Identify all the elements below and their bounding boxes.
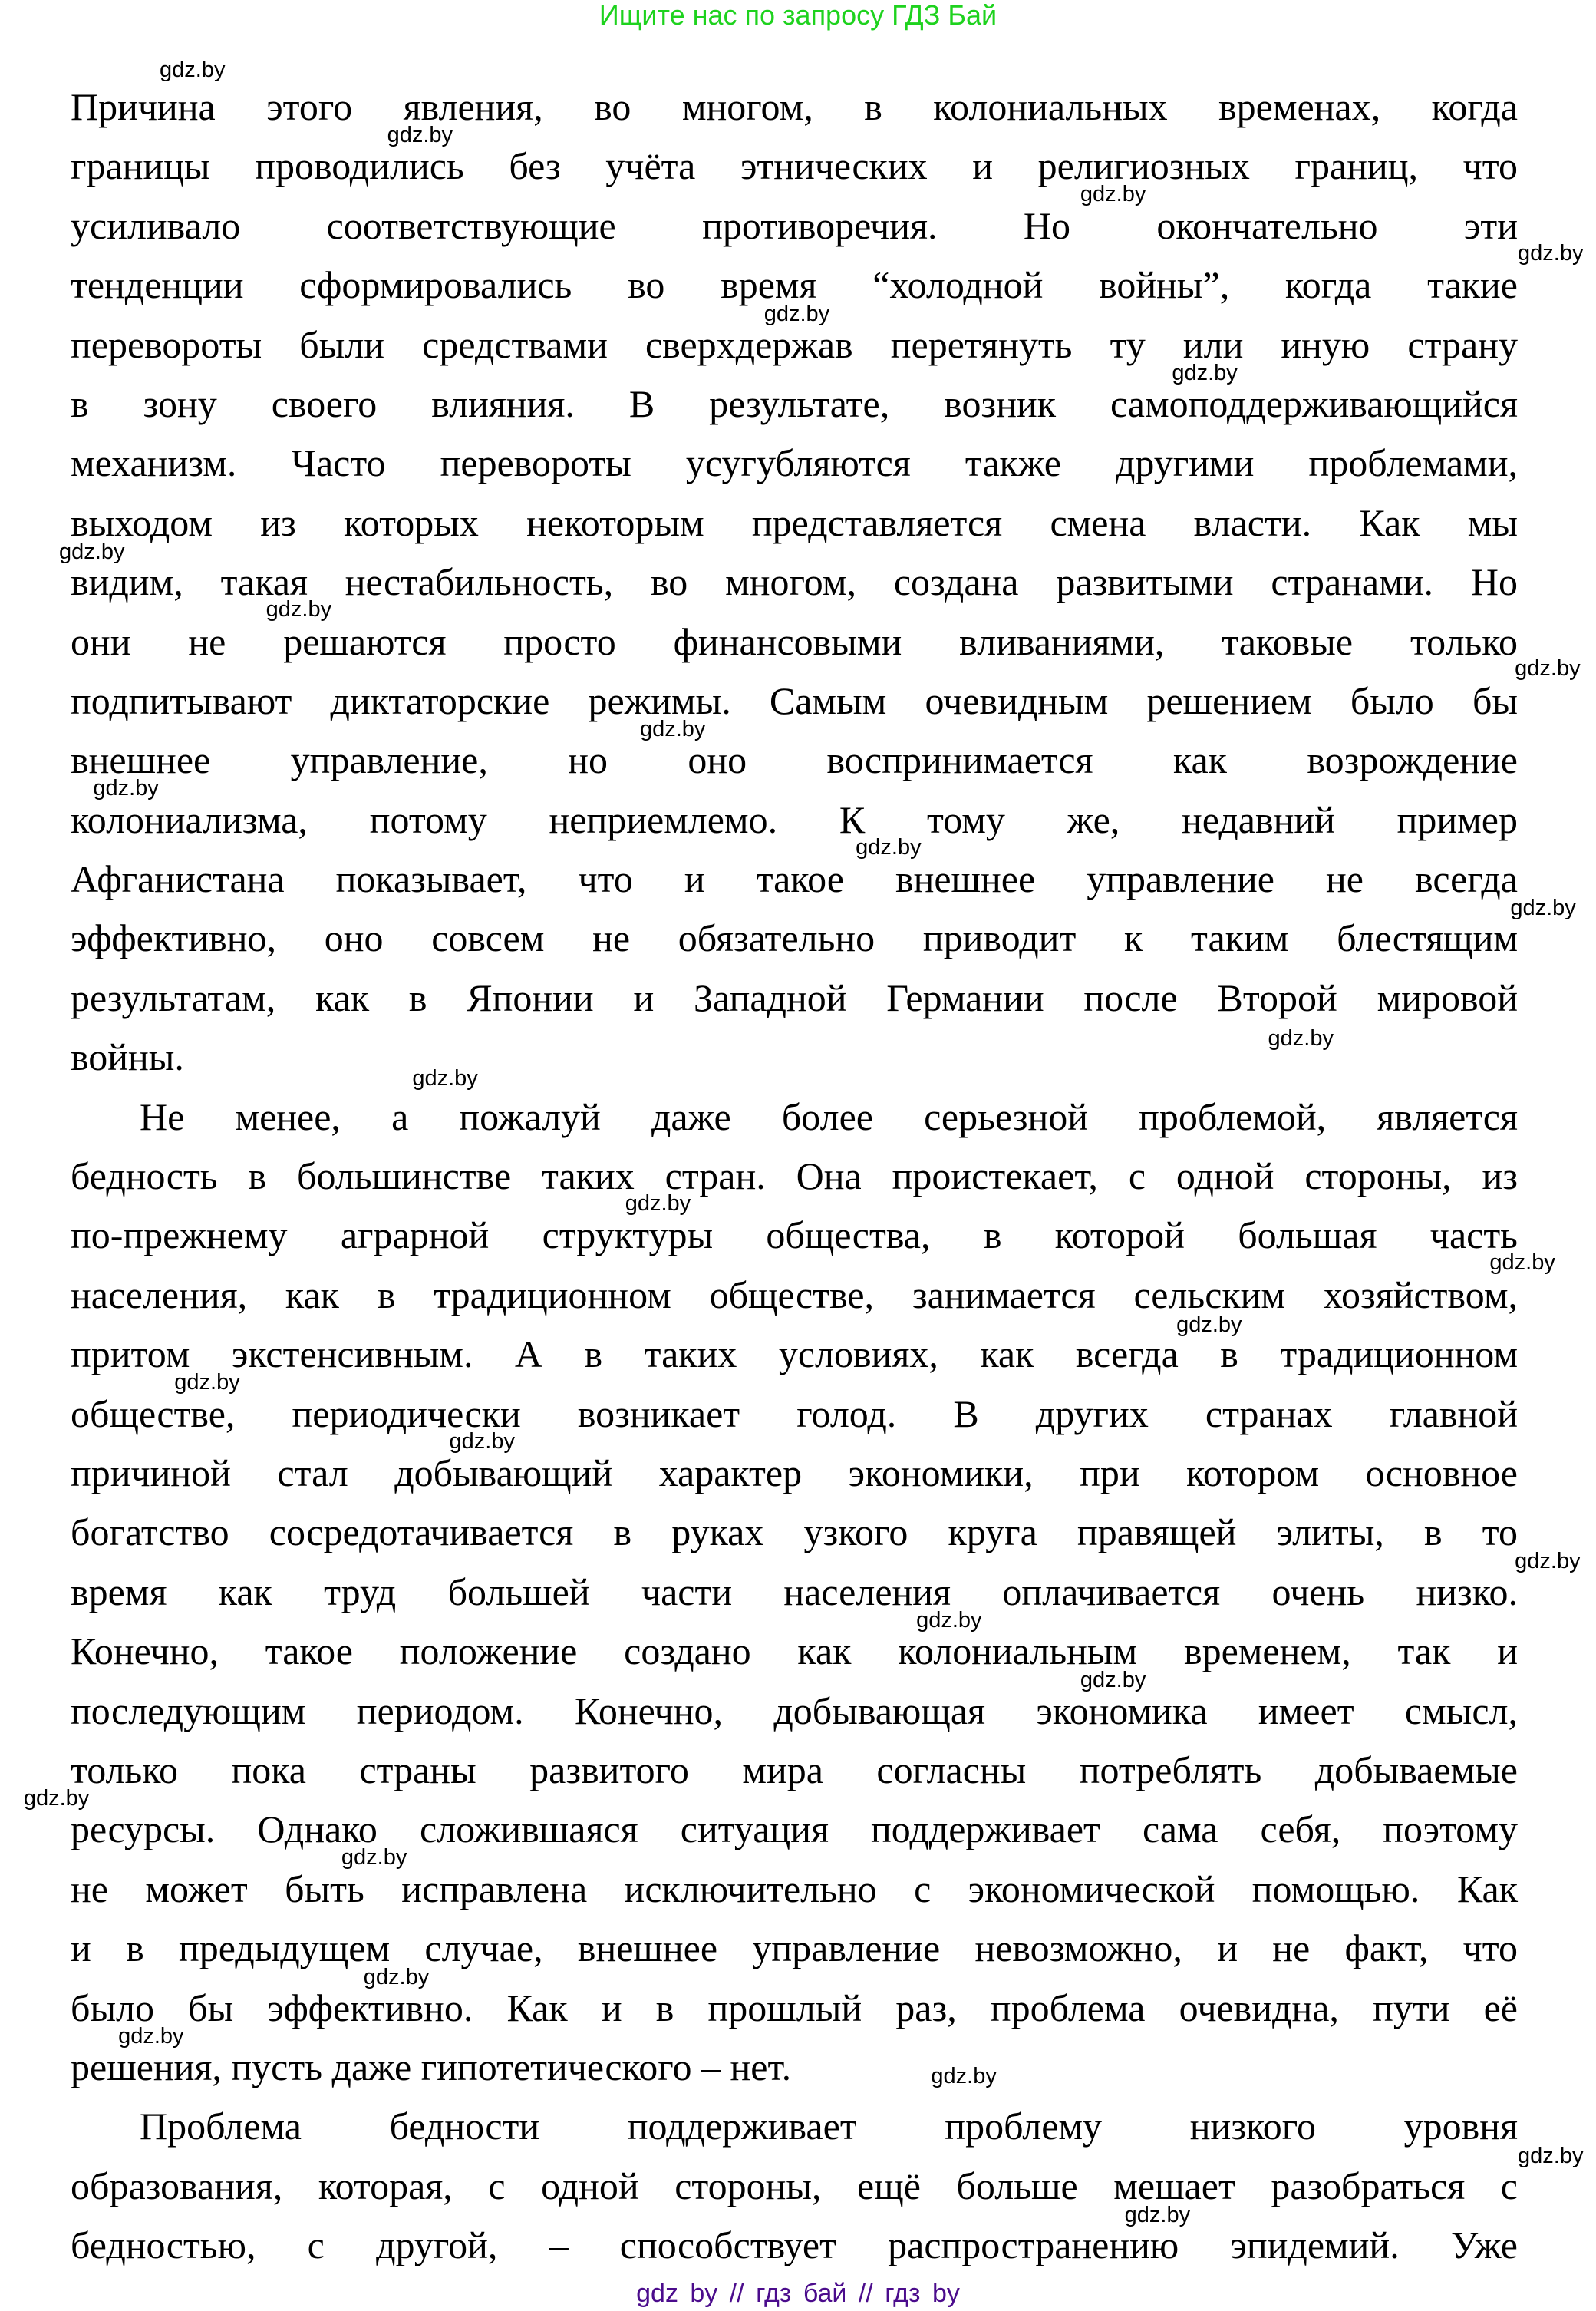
text-line: механизм. Часто перевороты усугубляются также другими проблемами, — [71, 441, 1518, 485]
text-line: перевороты были средствами сверхдержав перетянуть ту или иную страну — [71, 322, 1518, 366]
text-line: колониализма, потому неприемлемо. К тому же, недавний пример — [71, 797, 1518, 841]
text-line: Афганистана показывает, что и такое внешнее управление не всегда — [71, 857, 1518, 901]
watermark-text: gdz.by — [160, 58, 226, 83]
watermark-text: gdz.by — [1518, 2143, 1584, 2168]
watermark-text: gdz.by — [1518, 240, 1584, 266]
text-line: результатам, как в Японии и Западной Германии после Второй мировой — [71, 976, 1518, 1019]
watermark-text: gdz.by — [856, 835, 922, 860]
watermark-text: gdz.by — [1515, 656, 1581, 682]
text-line: решения, пусть даже гипотетического – нет. — [71, 2045, 792, 2088]
watermark-text: gdz.by — [93, 776, 159, 801]
text-line: образования, которая, с одной стороны, ещё больше мешает разобраться с — [71, 2164, 1518, 2207]
watermark-text: gdz.by — [387, 122, 453, 147]
text-line: было бы эффективно. Как и в прошлый раз, проблема очевидна, пути её — [71, 1986, 1518, 2029]
watermark-text: gdz.by — [1489, 1250, 1555, 1276]
watermark-text: gdz.by — [23, 1785, 90, 1811]
text-line: бедностью, с другой, – способствует распространению эпидемий. Уже — [71, 2224, 1518, 2267]
watermark-text: gdz.by — [1268, 1025, 1334, 1051]
watermark-text: gdz.by — [763, 301, 830, 326]
text-line: в зону своего влияния. В результате, возник самоподдерживающийся — [71, 381, 1518, 425]
footer-watermark: gdz by // гдз бай // гдз by — [636, 2279, 960, 2308]
watermark-text: gdz.by — [1124, 2202, 1191, 2227]
text-line: Причина этого явления, во многом, в колониальных временах, когда — [71, 85, 1518, 128]
text-line: и в предыдущем случае, внешнее управление невозможно, и не факт, что — [71, 1926, 1518, 1970]
text-line: видим, такая нестабильность, во многом, создана развитыми странами. Но — [71, 560, 1518, 604]
text-line: подпитывают диктаторские режимы. Самым очевидным решением было бы — [71, 678, 1518, 722]
watermark-text: gdz.by — [174, 1370, 240, 1395]
text-line: они не решаются просто финансовыми вливаниями, таковые только — [71, 619, 1518, 663]
watermark-text: gdz.by — [118, 2023, 184, 2049]
text-line: населения, как в традиционном обществе, занимается сельским хозяйством, — [71, 1273, 1518, 1316]
text-line: обществе, периодически возникает голод. В других странах главной — [71, 1392, 1518, 1435]
text-line: войны. — [71, 1035, 184, 1079]
watermark-text: gdz.by — [639, 717, 706, 742]
text-line: внешнее управление, но оно воспринимается как возрождение — [71, 738, 1518, 782]
text-line: причиной стал добывающий характер экономики, при котором основное — [71, 1451, 1518, 1494]
watermark-text: gdz.by — [916, 1608, 982, 1633]
watermark-text: gdz.by — [59, 539, 125, 564]
watermark-text: gdz.by — [1176, 1312, 1242, 1338]
watermark-text: gdz.by — [412, 1065, 478, 1091]
text-line: Не менее, а пожалуй даже более серьезной проблемой, является — [140, 1094, 1518, 1138]
text-line: границы проводились без учёта этнических и религиозных границ, что — [71, 144, 1518, 188]
watermark-text: gdz.by — [1080, 181, 1146, 206]
watermark-text: gdz.by — [1515, 1549, 1581, 1574]
watermark-text: gdz.by — [265, 597, 332, 622]
watermark-text: gdz.by — [449, 1429, 515, 1454]
watermark-text: gdz.by — [931, 2063, 997, 2088]
text-line: выходом из которых некоторым представляется смена власти. Как мы — [71, 500, 1518, 544]
text-line: время как труд большей части населения оплачивается очень низко. — [71, 1570, 1518, 1613]
text-line: Проблема бедности поддерживает проблему низкого уровня — [140, 2105, 1518, 2148]
text-line: ресурсы. Однако сложившаяся ситуация поддерживает сама себя, поэтому — [71, 1808, 1518, 1851]
text-line: притом экстенсивным. А в таких условиях, как всегда в традиционном — [71, 1332, 1518, 1376]
text-line: только пока страны развитого мира согласны потреблять добываемые — [71, 1748, 1518, 1791]
text-line: последующим периодом. Конечно, добывающая экономика имеет смысл, — [71, 1689, 1518, 1732]
text-line: тенденции сформировались во время “холодной войны”, когда такие — [71, 263, 1518, 307]
watermark-text: gdz.by — [1080, 1667, 1146, 1692]
text-line: по-прежнему аграрной структуры общества, в которой большая часть — [71, 1213, 1518, 1257]
text-line: богатство сосредотачивается в руках узкого круга правящей элиты, в то — [71, 1510, 1518, 1554]
text-line: не может быть исправлена исключительно с экономической помощью. Как — [71, 1867, 1518, 1910]
text-line: эффективно, оно совсем не обязательно приводит к таким блестящим — [71, 916, 1518, 960]
document-body — [71, 84, 1518, 2282]
text-line: усиливало соответствующие противоречия. Но окончательно эти — [71, 203, 1518, 247]
text-line: Конечно, такое положение создано как колониальным временем, так и — [71, 1629, 1518, 1673]
text-line: бедность в большинстве таких стран. Она проистекает, с одной стороны, из — [71, 1154, 1518, 1198]
watermark-text: gdz.by — [625, 1191, 691, 1217]
watermark-text: gdz.by — [1510, 896, 1576, 921]
search-banner: Ищите нас по запросу ГДЗ Бай — [598, 0, 998, 31]
watermark-text: gdz.by — [1172, 360, 1238, 385]
watermark-text: gdz.by — [363, 1964, 430, 1989]
watermark-text: gdz.by — [341, 1844, 407, 1870]
